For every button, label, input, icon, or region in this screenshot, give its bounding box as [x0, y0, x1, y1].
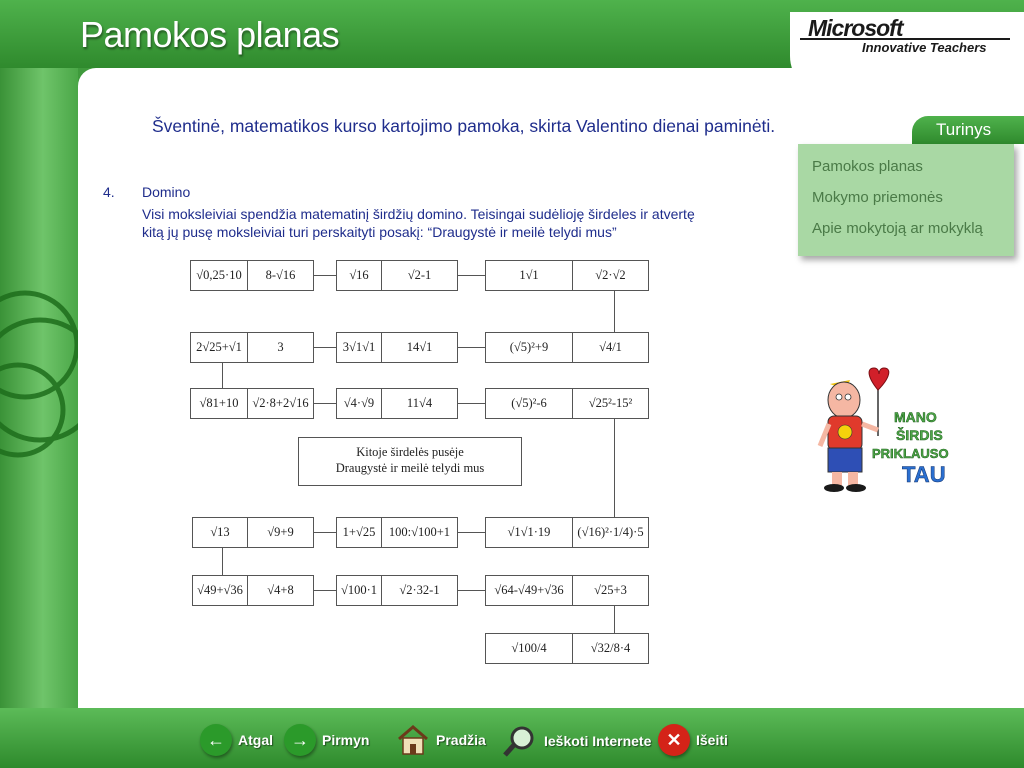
connector-line — [222, 363, 223, 388]
domino-tile — [485, 388, 649, 419]
domino-tile — [190, 332, 314, 363]
connector-line — [614, 606, 615, 633]
close-icon: ✕ — [658, 724, 690, 756]
domino-tile — [485, 332, 649, 363]
domino-cell: (√5)²+9 — [485, 332, 573, 363]
domino-tile — [336, 575, 458, 606]
home-button[interactable] — [396, 724, 486, 756]
connector-line — [314, 403, 336, 404]
domino-tile — [336, 332, 458, 363]
sidebar-link-teaching-materials[interactable]: Mokymo priemonės — [812, 189, 943, 206]
mascot-text: TAU — [902, 462, 946, 487]
domino-cell: √2·8+2√16 — [248, 388, 314, 419]
center-note-line: Draugystė ir meilė telydi mus — [335, 461, 485, 475]
domino-cell: 11√4 — [382, 388, 458, 419]
connector-line — [458, 347, 485, 348]
domino-cell: √25²-15² — [573, 388, 649, 419]
domino-cell: √81+10 — [190, 388, 248, 419]
domino-cell: √16 — [336, 260, 382, 291]
domino-cell: √2·√2 — [573, 260, 649, 291]
swirl-decoration — [0, 270, 90, 480]
exit-button-label: Išeiti — [696, 732, 728, 748]
logo-tagline: Innovative Teachers — [862, 40, 987, 55]
domino-center-note — [298, 437, 522, 486]
connector-line — [222, 548, 223, 575]
domino-cell: √49+√36 — [192, 575, 248, 606]
back-button-label: Atgal — [238, 732, 273, 748]
domino-tile — [485, 260, 649, 291]
item-description-line: Visi moksleiviai spendžia matematinį širdžių domino. Teisingai sudėlioję širdeles ir atvertę — [142, 206, 695, 222]
domino-cell: √2·32-1 — [382, 575, 458, 606]
domino-cell: √64-√49+√36 — [485, 575, 573, 606]
search-button-label: Ieškoti Internete — [544, 733, 652, 749]
domino-cell: 8-√16 — [248, 260, 314, 291]
connector-line — [314, 347, 336, 348]
mascot-text: PRIKLAUSO — [872, 446, 949, 461]
domino-tile — [192, 575, 314, 606]
sidebar-tab-contents[interactable] — [912, 116, 1024, 144]
center-note-line: Kitoje širdelės pusėje — [356, 445, 464, 459]
heart-mascot-illustration — [806, 366, 966, 506]
page-title: Pamokos planas — [80, 14, 340, 55]
domino-tile — [485, 575, 649, 606]
arrow-right-icon: → — [284, 724, 316, 756]
domino-tile — [336, 260, 458, 291]
domino-cell: √0,25·10 — [190, 260, 248, 291]
domino-cell: √1√1·19 — [485, 517, 573, 548]
exit-button[interactable] — [658, 724, 728, 756]
domino-tile — [336, 517, 458, 548]
item-description-line: kitą jų pusę moksleiviai turi perskaityti posakį: “Draugystė ir meilė telydi mus” — [142, 224, 617, 240]
domino-cell: 2√25+√1 — [190, 332, 248, 363]
domino-cell: √100·1 — [336, 575, 382, 606]
connector-line — [458, 403, 485, 404]
forward-button-label: Pirmyn — [322, 732, 370, 748]
sidebar-link-lesson-plan[interactable]: Pamokos planas — [812, 158, 923, 175]
domino-tile — [190, 260, 314, 291]
connector-line — [614, 291, 615, 332]
connector-line — [314, 532, 336, 533]
search-internet-button[interactable] — [502, 724, 651, 758]
mascot-text: MANO — [894, 409, 937, 425]
home-button-label: Pradžia — [436, 732, 486, 748]
connector-line — [458, 275, 485, 276]
mascot-text: ŠIRDIS — [896, 427, 943, 443]
item-description — [142, 205, 782, 241]
sidebar-panel — [798, 144, 1014, 256]
connector-line — [314, 275, 336, 276]
domino-cell: √13 — [192, 517, 248, 548]
domino-tile — [485, 633, 649, 664]
domino-cell: √4/1 — [573, 332, 649, 363]
connector-line — [458, 532, 485, 533]
domino-cell: √4+8 — [248, 575, 314, 606]
domino-cell: √9+9 — [248, 517, 314, 548]
sidebar-tab-label: Turinys — [936, 120, 992, 139]
domino-cell: √32/8·4 — [573, 633, 649, 664]
home-icon — [396, 724, 430, 756]
domino-tile — [190, 388, 314, 419]
forward-button[interactable] — [284, 724, 369, 756]
domino-cell: √100/4 — [485, 633, 573, 664]
domino-tile — [336, 388, 458, 419]
item-title: Domino — [142, 184, 191, 200]
connector-line — [314, 590, 336, 591]
back-button[interactable] — [200, 724, 273, 756]
item-number: 4. — [103, 184, 115, 200]
domino-tile — [485, 517, 649, 548]
domino-cell: 3√1√1 — [336, 332, 382, 363]
domino-cell: √2-1 — [382, 260, 458, 291]
arrow-left-icon: ← — [200, 724, 232, 756]
domino-cell: √4·√9 — [336, 388, 382, 419]
domino-cell: 1+√25 — [336, 517, 382, 548]
domino-cell: (√5)²-6 — [485, 388, 573, 419]
connector-line — [614, 419, 615, 517]
connector-line — [458, 590, 485, 591]
microsoft-logo: Microsoft — [808, 15, 903, 41]
domino-cell: 3 — [248, 332, 314, 363]
domino-cell: 1√1 — [485, 260, 573, 291]
domino-cell: 100:√100+1 — [382, 517, 458, 548]
domino-cell: √25+3 — [573, 575, 649, 606]
lesson-heading: Šventinė, matematikos kurso kartojimo pamoka, skirta Valentino dienai paminėti. — [152, 116, 776, 136]
search-icon — [502, 724, 538, 758]
domino-tile — [192, 517, 314, 548]
domino-cell: (√16)²·1/4)·5 — [573, 517, 649, 548]
domino-cell: 14√1 — [382, 332, 458, 363]
sidebar-link-about-teacher[interactable]: Apie mokytoją ar mokyklą — [812, 220, 983, 237]
